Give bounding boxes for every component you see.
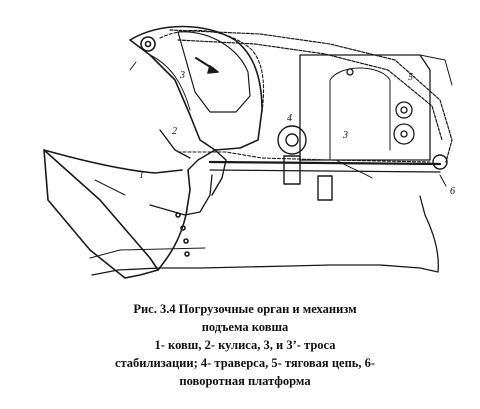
- caption-line: стабилизации; 4- траверса, 5- тяговая цепь, 6-: [114, 356, 376, 370]
- label-6-platform: 6: [450, 186, 455, 197]
- label-4-traverse: 4: [287, 113, 292, 124]
- caption-line: 1- ковш, 2- кулиса, 3, и 3’- троса: [154, 338, 336, 352]
- bucket: [44, 150, 212, 278]
- caption-line: Рис. 3.4 Погрузочные орган и механизм: [133, 302, 357, 316]
- gear-housing: [300, 55, 452, 160]
- caption-line: подъема ковша: [201, 320, 289, 334]
- traverse: [210, 126, 447, 200]
- rocker-arm: [130, 27, 262, 151]
- label-5-chain: 5: [408, 72, 413, 83]
- label-3-prime-cable: 3: [343, 130, 348, 141]
- figure-caption: [60, 300, 430, 390]
- label-2-rocker: 2: [172, 126, 177, 137]
- caption-line: поворотная платформа: [179, 374, 311, 388]
- label-1-bucket: 1: [139, 170, 144, 181]
- rotary-platform: [90, 196, 438, 275]
- label-3-cable: 3: [180, 70, 185, 81]
